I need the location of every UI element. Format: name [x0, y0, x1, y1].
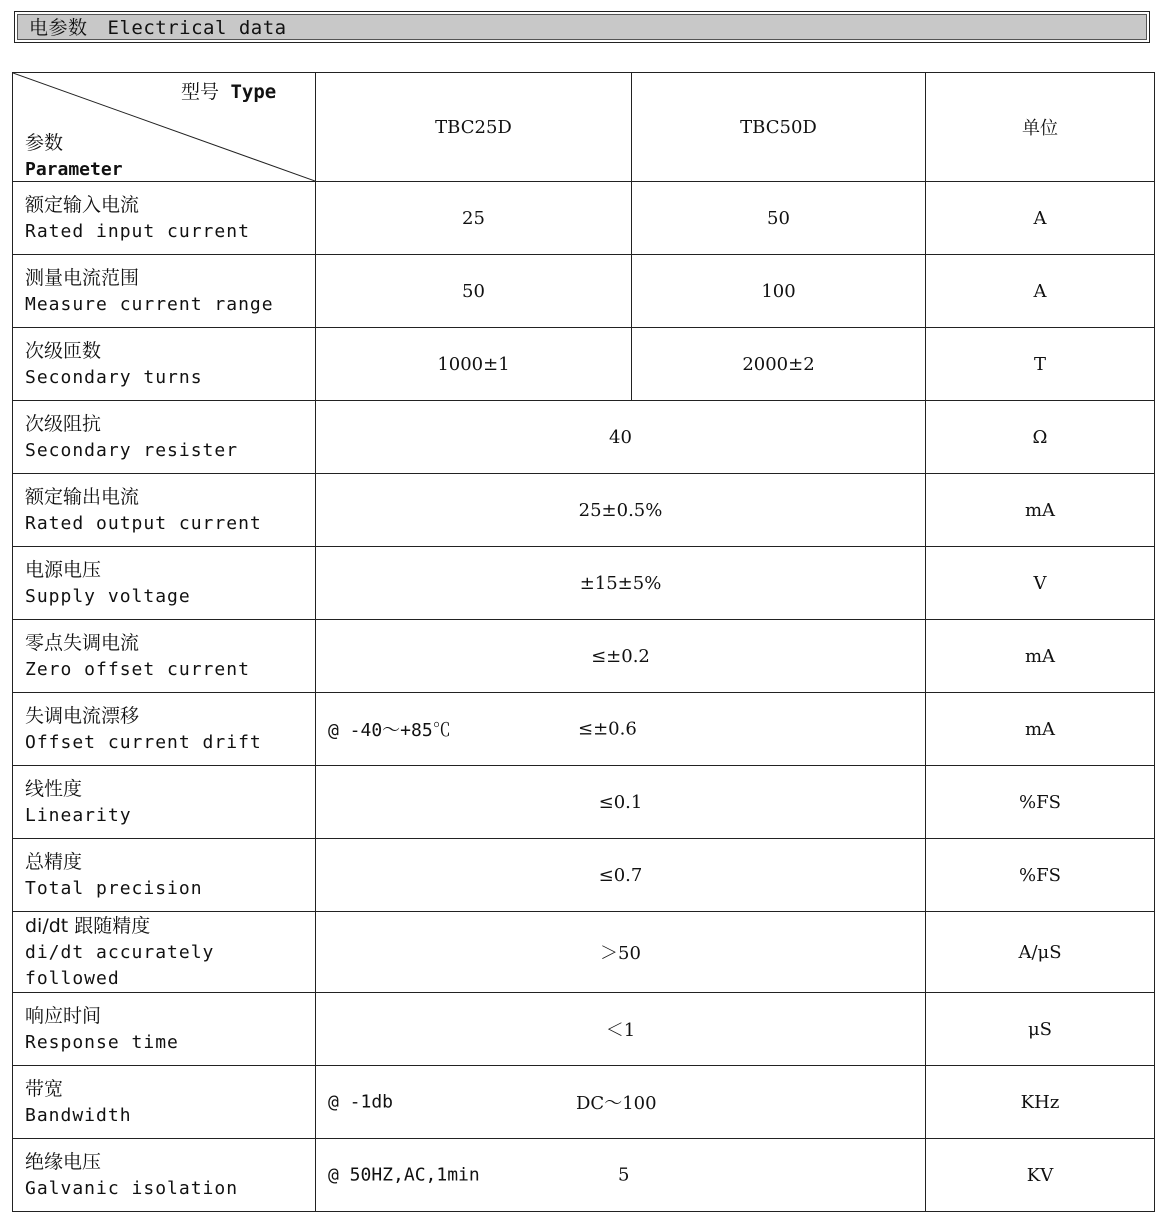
param-zh: 额定输入电流 — [25, 194, 140, 216]
shared-value: 25±0.5% — [316, 474, 926, 547]
param-en: Supply voltage — [25, 586, 191, 607]
param-en: Rated input current — [25, 221, 250, 242]
table-row — [13, 912, 1155, 993]
value-tbc25d: 25 — [316, 182, 632, 255]
shared-value: ±15±5% — [316, 547, 926, 620]
param-cell — [13, 839, 316, 912]
param-zh: 额定输出电流 — [25, 486, 140, 508]
param-cell — [13, 620, 316, 693]
table-row — [13, 474, 1155, 547]
electrical-data-table — [12, 72, 1155, 1212]
param-cell — [13, 766, 316, 839]
shared-value: 5 — [618, 1164, 630, 1186]
parameter-label-zh: 参数 — [25, 132, 64, 154]
unit-cell: A — [926, 255, 1155, 328]
conditional-value-cell — [316, 693, 926, 766]
unit-cell: mA — [926, 693, 1155, 766]
param-en: Total precision — [25, 878, 203, 899]
unit-cell: A/μS — [926, 912, 1155, 993]
param-zh: 电源电压 — [25, 559, 102, 581]
unit-cell: A — [926, 182, 1155, 255]
table-row — [13, 1139, 1155, 1212]
param-cell — [13, 993, 316, 1066]
param-en: Galvanic isolation — [25, 1178, 239, 1199]
param-zh: 次级阻抗 — [25, 413, 102, 435]
table-row — [13, 182, 1155, 255]
unit-cell: mA — [926, 620, 1155, 693]
shared-value: DC～100 — [576, 1093, 657, 1114]
param-cell — [13, 547, 316, 620]
param-zh: 零点失调电流 — [25, 632, 140, 654]
shared-value: ＜1 — [316, 993, 926, 1066]
type-label-en: Type — [230, 81, 277, 103]
type-label-zh: 型号 — [181, 81, 220, 103]
param-en: Secondary turns — [25, 367, 203, 388]
value-tbc25d: 50 — [316, 255, 632, 328]
conditional-value-cell — [316, 1066, 926, 1139]
param-en: Rated output current — [25, 513, 262, 534]
param-cell — [13, 474, 316, 547]
param-cell — [13, 182, 316, 255]
section-title-zh: 电参数 — [29, 17, 88, 39]
table-row — [13, 693, 1155, 766]
param-en: Secondary resister — [25, 440, 239, 461]
param-cell — [13, 1139, 316, 1212]
unit-cell: KV — [926, 1139, 1155, 1212]
unit-cell: T — [926, 328, 1155, 401]
param-cell — [13, 401, 316, 474]
type-label — [181, 77, 276, 104]
param-zh: 绝缘电压 — [25, 1151, 102, 1173]
parameter-label — [25, 129, 123, 182]
param-zh: 总精度 — [25, 851, 83, 873]
shared-value: ≤±0.6 — [578, 718, 637, 740]
unit-cell: %FS — [926, 839, 1155, 912]
param-cell — [13, 328, 316, 401]
param-en: Offset current drift — [25, 732, 262, 753]
param-cell — [13, 255, 316, 328]
parameter-label-en: Parameter — [25, 159, 123, 180]
table-row — [13, 328, 1155, 401]
test-condition: @ 50HZ,AC,1min — [328, 1164, 480, 1186]
unit-cell: mA — [926, 474, 1155, 547]
value-tbc50d: 2000±2 — [632, 328, 926, 401]
table-row — [13, 766, 1155, 839]
unit-cell: V — [926, 547, 1155, 620]
param-zh: 次级匝数 — [25, 340, 102, 362]
test-condition: @ -1db — [328, 1091, 394, 1113]
table-row — [13, 993, 1155, 1066]
test-condition: @ -40～+85℃ — [328, 720, 451, 741]
param-en: Zero offset current — [25, 659, 250, 680]
conditional-value-cell — [316, 1139, 926, 1212]
param-zh: 线性度 — [25, 778, 83, 800]
table-row — [13, 1066, 1155, 1139]
param-en: Response time — [25, 1032, 179, 1053]
param-zh: 失调电流漂移 — [25, 705, 140, 727]
model-header-tbc25d: TBC25D — [316, 73, 632, 182]
shared-value: ≤±0.2 — [316, 620, 926, 693]
shared-value: ≤0.7 — [316, 839, 926, 912]
table-row — [13, 401, 1155, 474]
param-zh: 响应时间 — [25, 1005, 102, 1027]
unit-cell: KHz — [926, 1066, 1155, 1139]
param-en: di/dt accurately followed — [25, 942, 215, 989]
param-cell — [13, 912, 316, 993]
param-cell — [13, 1066, 316, 1139]
table-row — [13, 547, 1155, 620]
param-zh: di/dt 跟随精度 — [25, 915, 151, 937]
table-row — [13, 620, 1155, 693]
param-en: Linearity — [25, 805, 132, 826]
unit-cell: Ω — [926, 401, 1155, 474]
section-title-en: Electrical data — [107, 17, 287, 39]
table-row — [13, 255, 1155, 328]
shared-value: ＞50 — [316, 912, 926, 993]
corner-header-cell — [13, 73, 316, 182]
table-row — [13, 839, 1155, 912]
shared-value: 40 — [316, 401, 926, 474]
param-cell — [13, 693, 316, 766]
unit-header: 单位 — [926, 73, 1155, 182]
value-tbc25d: 1000±1 — [316, 328, 632, 401]
unit-cell: %FS — [926, 766, 1155, 839]
param-zh: 带宽 — [25, 1078, 64, 1100]
unit-cell: μS — [926, 993, 1155, 1066]
shared-value: ≤0.1 — [316, 766, 926, 839]
param-en: Measure current range — [25, 294, 274, 315]
value-tbc50d: 100 — [632, 255, 926, 328]
param-en: Bandwidth — [25, 1105, 132, 1126]
value-tbc50d: 50 — [632, 182, 926, 255]
model-header-tbc50d: TBC50D — [632, 73, 926, 182]
section-header — [14, 11, 1150, 43]
table-header-row — [13, 73, 1155, 182]
param-zh: 测量电流范围 — [25, 267, 140, 289]
